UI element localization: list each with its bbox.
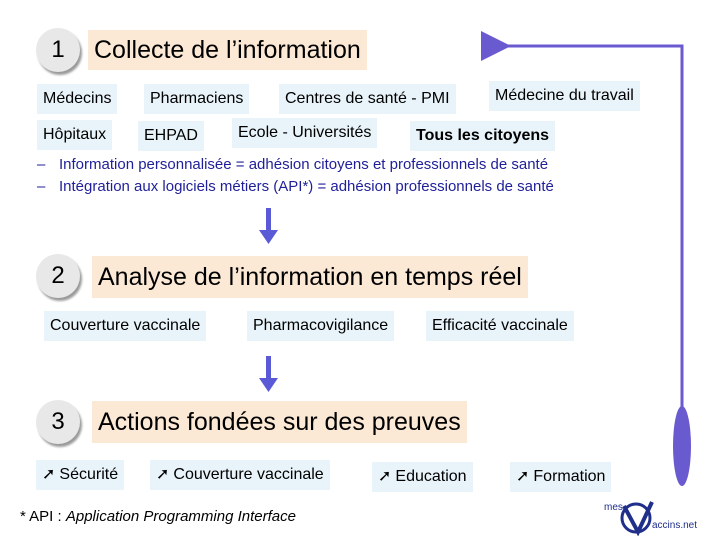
arrow-up-right-icon: ➚ (156, 466, 170, 483)
action-label: Couverture vaccinale (173, 466, 324, 483)
arrow-up-right-icon: ➚ (42, 466, 56, 483)
source-ehpad: EHPAD (138, 121, 204, 151)
loop-base (673, 406, 691, 486)
step1-title: Collecte de l’information (88, 30, 367, 70)
bullet-marker: – (37, 156, 46, 173)
arrow-step1-to-step2 (259, 208, 278, 244)
action-label: Education (395, 468, 467, 485)
action-label: Formation (533, 468, 606, 485)
action-formation (510, 462, 611, 492)
analysis-couverture: Couverture vaccinale (44, 311, 206, 341)
bullet-text: Intégration aux logiciels métiers (API*) = adhésion professionnels de santé (59, 178, 554, 195)
source-medecins: Médecins (37, 84, 117, 114)
arrow-step2-to-step3 (259, 356, 278, 392)
source-medecine-travail: Médecine du travail (489, 81, 640, 111)
mesvaccins-logo (600, 496, 710, 536)
source-citoyens: Tous les citoyens (410, 121, 555, 151)
analysis-efficacite: Efficacité vaccinale (426, 311, 574, 341)
bullet-marker: – (37, 178, 46, 195)
footnote (20, 508, 296, 525)
source-centres-sante: Centres de santé - PMI (279, 84, 456, 114)
step3-number: 3 (36, 400, 80, 444)
footnote-prefix: * API : (20, 508, 66, 525)
source-pharmaciens: Pharmaciens (144, 84, 249, 114)
step2-number: 2 (36, 254, 80, 298)
action-securite (36, 460, 124, 490)
analysis-pharmacovigilance: Pharmacovigilance (247, 311, 394, 341)
bullet-text: Information personnalisée = adhésion citoyens et professionnels de santé (59, 156, 549, 173)
arrow-up-right-icon: ➚ (378, 468, 392, 485)
arrow-up-right-icon: ➚ (516, 468, 530, 485)
bullet-information (37, 156, 548, 173)
source-hopitaux: Hôpitaux (37, 120, 112, 150)
step3-title: Actions fondées sur des preuves (92, 401, 467, 443)
step2-title: Analyse de l’information en temps réel (92, 256, 528, 298)
source-ecole: Ecole - Universités (232, 118, 377, 148)
step1-number: 1 (36, 28, 80, 72)
footnote-text: Application Programming Interface (65, 508, 296, 525)
action-couverture (150, 460, 330, 490)
action-label: Sécurité (59, 466, 119, 483)
action-education (372, 462, 473, 492)
logo-top-text: mes (604, 502, 623, 513)
bullet-integration (37, 178, 554, 195)
logo-bottom-text: accins.net (652, 520, 698, 531)
